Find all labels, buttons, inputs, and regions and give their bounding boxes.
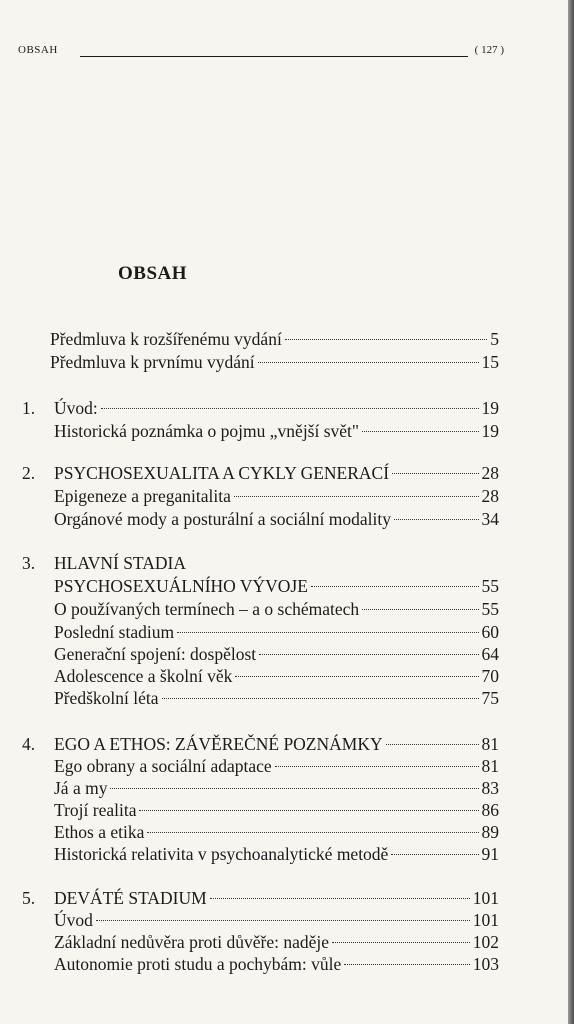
toc-entry-text: Adolescence a školní věk bbox=[54, 666, 233, 686]
dot-leader bbox=[139, 810, 478, 811]
dot-leader bbox=[110, 788, 478, 789]
toc-entry-text: Autonomie proti studu a pochybám: vůle bbox=[54, 954, 342, 974]
toc-row bbox=[0, 484, 574, 508]
toc-entry-text: Historická relativita v psychoanalytické metodě bbox=[54, 844, 389, 864]
toc-row bbox=[0, 820, 574, 844]
toc-entry-text: PSYCHOSEXUALITA A CYKLY GENERACÍ bbox=[54, 463, 390, 483]
chapter-number: 1. bbox=[22, 398, 36, 418]
toc-row bbox=[0, 597, 574, 621]
toc-row bbox=[0, 930, 574, 954]
dot-leader bbox=[332, 942, 470, 943]
toc-page-number: 81 bbox=[481, 756, 499, 776]
dot-leader bbox=[344, 964, 470, 965]
toc-page-number: 28 bbox=[481, 486, 499, 506]
toc-row bbox=[0, 327, 574, 351]
toc-row bbox=[0, 908, 574, 932]
toc-row bbox=[0, 886, 574, 910]
page-title: OBSAH bbox=[118, 263, 188, 284]
dot-leader bbox=[177, 632, 478, 633]
toc-page-number: 15 bbox=[481, 352, 499, 372]
toc-page-number: 19 bbox=[481, 421, 499, 441]
toc-row bbox=[0, 642, 574, 666]
toc-page-number: 5 bbox=[490, 329, 499, 349]
toc-entry-text: PSYCHOSEXUÁLNÍHO VÝVOJE bbox=[54, 576, 308, 596]
toc-page-number: 101 bbox=[472, 910, 499, 930]
toc-entry-text: Úvod: bbox=[54, 398, 98, 418]
dot-leader bbox=[391, 854, 478, 855]
toc-entry-text: DEVÁTÉ STADIUM bbox=[54, 888, 207, 908]
toc-entry-text: Základní nedůvěra proti důvěře: naděje bbox=[54, 932, 330, 952]
toc-entry-text: Předmluva k rozšířenému vydání bbox=[50, 329, 282, 349]
toc-entry-text: Historická poznámka o pojmu „vnější svět" bbox=[54, 421, 360, 441]
toc-entry-text: Předškolní léta bbox=[54, 688, 159, 708]
toc-row bbox=[0, 754, 574, 778]
dot-leader bbox=[386, 744, 479, 745]
toc-page-number: 28 bbox=[481, 463, 499, 483]
toc-row bbox=[0, 507, 574, 531]
toc-page-number: 81 bbox=[481, 734, 499, 754]
dot-leader bbox=[101, 408, 479, 409]
toc-row bbox=[0, 396, 574, 420]
toc-row bbox=[0, 419, 574, 443]
toc-page-number: 34 bbox=[481, 509, 499, 529]
dot-leader bbox=[275, 766, 479, 767]
chapter-number: 3. bbox=[22, 553, 36, 573]
toc-entry-text: Ethos a etika bbox=[54, 822, 145, 842]
chapter-number: 2. bbox=[22, 463, 36, 483]
toc-page-number: 60 bbox=[481, 622, 499, 642]
toc-entry-text: Předmluva k prvnímu vydání bbox=[50, 352, 255, 372]
toc-row bbox=[0, 776, 574, 800]
dot-leader bbox=[311, 586, 479, 587]
dot-leader bbox=[96, 920, 470, 921]
toc-entry-text: O používaných termínech – a o schématech bbox=[54, 599, 360, 619]
dot-leader bbox=[234, 496, 479, 497]
toc-entry-text: Epigeneze a preganitalita bbox=[54, 486, 231, 506]
toc-entry-text: Trojí realita bbox=[54, 800, 137, 820]
toc-page-number: 91 bbox=[481, 844, 499, 864]
toc-page-number: 89 bbox=[481, 822, 499, 842]
toc-entry-text: EGO A ETHOS: ZÁVĚREČNÉ POZNÁMKY bbox=[54, 734, 383, 754]
toc-entry-text: Já a my bbox=[54, 778, 108, 798]
toc-row bbox=[0, 952, 574, 976]
toc-row bbox=[0, 664, 574, 688]
toc-row bbox=[0, 686, 574, 710]
dot-leader bbox=[147, 832, 478, 833]
toc-entry-text: Poslední stadium bbox=[54, 622, 175, 642]
toc-row bbox=[0, 574, 574, 598]
chapter-number: 5. bbox=[22, 888, 36, 908]
toc-row bbox=[0, 461, 574, 485]
chapter-title-line: HLAVNÍ STADIA bbox=[54, 553, 186, 573]
toc-row bbox=[0, 842, 574, 866]
toc-page-number: 75 bbox=[481, 688, 499, 708]
toc-page-number: 102 bbox=[472, 932, 499, 952]
dot-leader bbox=[394, 519, 479, 520]
toc-page-number: 101 bbox=[472, 888, 499, 908]
dot-leader bbox=[235, 676, 478, 677]
toc-row bbox=[0, 732, 574, 756]
toc-page-number: 86 bbox=[481, 800, 499, 820]
dot-leader bbox=[162, 698, 479, 699]
toc-page-number: 19 bbox=[481, 398, 499, 418]
toc-entry-text: Orgánové mody a posturální a sociální modality bbox=[54, 509, 391, 529]
running-head-rule bbox=[80, 56, 468, 57]
dot-leader bbox=[259, 654, 478, 655]
toc-page-number: 55 bbox=[481, 576, 499, 596]
running-head-title: OBSAH bbox=[18, 44, 58, 56]
dot-leader bbox=[285, 339, 487, 340]
dot-leader bbox=[392, 473, 478, 474]
toc-row bbox=[0, 551, 574, 575]
toc-page-number: 70 bbox=[481, 666, 499, 686]
dot-leader bbox=[362, 431, 478, 432]
chapter-number: 4. bbox=[22, 734, 36, 754]
page-number: ( 127 ) bbox=[474, 44, 504, 56]
dot-leader bbox=[210, 898, 470, 899]
toc-page-number: 83 bbox=[481, 778, 499, 798]
toc-row bbox=[0, 798, 574, 822]
toc-page-number: 55 bbox=[481, 599, 499, 619]
toc-entry-text: Ego obrany a sociální adaptace bbox=[54, 756, 272, 776]
toc-page-number: 103 bbox=[472, 954, 499, 974]
toc-row bbox=[0, 620, 574, 644]
dot-leader bbox=[362, 609, 478, 610]
toc-entry-text: Úvod bbox=[54, 910, 93, 930]
toc-entry-text: Generační spojení: dospělost bbox=[54, 644, 257, 664]
toc-page-number: 64 bbox=[481, 644, 499, 664]
dot-leader bbox=[258, 362, 479, 363]
running-head bbox=[18, 44, 504, 64]
toc-row bbox=[0, 350, 574, 374]
